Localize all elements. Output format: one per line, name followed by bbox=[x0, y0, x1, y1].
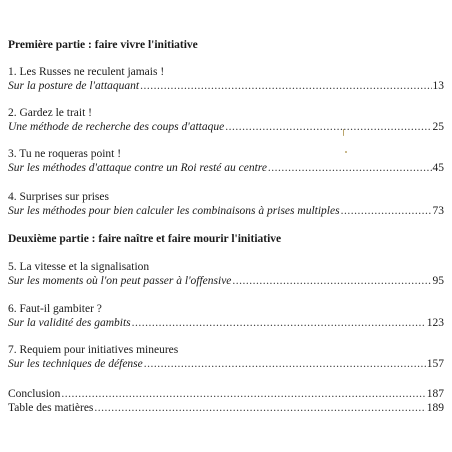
toc-chapter bbox=[8, 303, 444, 330]
chapter-title: 2. Gardez le trait ! bbox=[8, 107, 92, 119]
toc-chapter bbox=[8, 66, 444, 93]
paper-speck bbox=[345, 151, 347, 153]
toc-entry-line bbox=[8, 204, 444, 218]
dot-leader bbox=[225, 120, 431, 134]
toc-back-matter-entry bbox=[8, 401, 444, 415]
toc-entry-line bbox=[8, 161, 444, 175]
part-title: Première partie : faire vivre l'initiative bbox=[8, 39, 198, 51]
entry-label: Table des matières bbox=[8, 402, 94, 414]
dot-leader bbox=[144, 357, 426, 371]
page-number: 45 bbox=[432, 162, 444, 174]
chapter-subtitle: Une méthode de recherche des coups d'attaque bbox=[8, 121, 225, 133]
page-number: 123 bbox=[426, 317, 444, 329]
toc-chapter bbox=[8, 148, 444, 175]
page-number: 157 bbox=[426, 358, 444, 370]
dot-leader bbox=[268, 161, 432, 175]
dot-leader bbox=[132, 316, 426, 330]
toc-entry-line bbox=[8, 316, 444, 330]
page-number: 189 bbox=[426, 402, 444, 414]
toc-entry-line bbox=[8, 387, 444, 401]
dot-leader bbox=[61, 387, 425, 401]
dot-leader bbox=[140, 79, 431, 93]
page-number: 25 bbox=[432, 121, 444, 133]
toc-entry-line bbox=[8, 120, 444, 134]
chapter-subtitle: Sur les méthodes d'attaque contre un Roi resté au centre bbox=[8, 162, 267, 174]
toc-back-matter-entry bbox=[8, 387, 444, 401]
toc-chapter bbox=[8, 344, 444, 371]
chapter-subtitle: Sur la posture de l'attaquant bbox=[8, 80, 140, 92]
toc-entry-line bbox=[8, 79, 444, 93]
toc-entry-line bbox=[8, 357, 444, 371]
toc-chapter bbox=[8, 261, 444, 288]
paper-speck bbox=[343, 129, 344, 136]
chapter-subtitle: Sur les moments où l'on peut passer à l'offensive bbox=[8, 275, 232, 287]
toc-chapter bbox=[8, 107, 444, 134]
chapter-subtitle: Sur les techniques de défense bbox=[8, 358, 143, 370]
page-number: 187 bbox=[426, 388, 444, 400]
chapter-title: 4. Surprises sur prises bbox=[8, 191, 109, 203]
part-title: Deuxième partie : faire naître et faire mourir l'initiative bbox=[8, 233, 282, 245]
toc-chapter bbox=[8, 191, 444, 218]
chapter-subtitle: Sur la validité des gambits bbox=[8, 317, 131, 329]
entry-label: Conclusion bbox=[8, 388, 61, 400]
chapter-title: 3. Tu ne roqueras point ! bbox=[8, 148, 122, 160]
page-number: 95 bbox=[432, 275, 444, 287]
chapter-title: 1. Les Russes ne reculent jamais ! bbox=[8, 66, 165, 78]
chapter-title: 6. Faut-il gambiter ? bbox=[8, 303, 102, 315]
dot-leader bbox=[232, 274, 431, 288]
chapter-title: 7. Requiem pour initiatives mineures bbox=[8, 344, 179, 356]
toc-entry-line bbox=[8, 401, 444, 415]
dot-leader bbox=[94, 401, 425, 415]
chapter-subtitle: Sur les méthodes pour bien calculer les combinaisons à prises multiples bbox=[8, 205, 340, 217]
chapter-title: 5. La vitesse et la signalisation bbox=[8, 261, 150, 273]
page-number: 13 bbox=[432, 80, 444, 92]
dot-leader bbox=[341, 204, 432, 218]
page-number: 73 bbox=[432, 205, 444, 217]
toc-entry-line bbox=[8, 274, 444, 288]
